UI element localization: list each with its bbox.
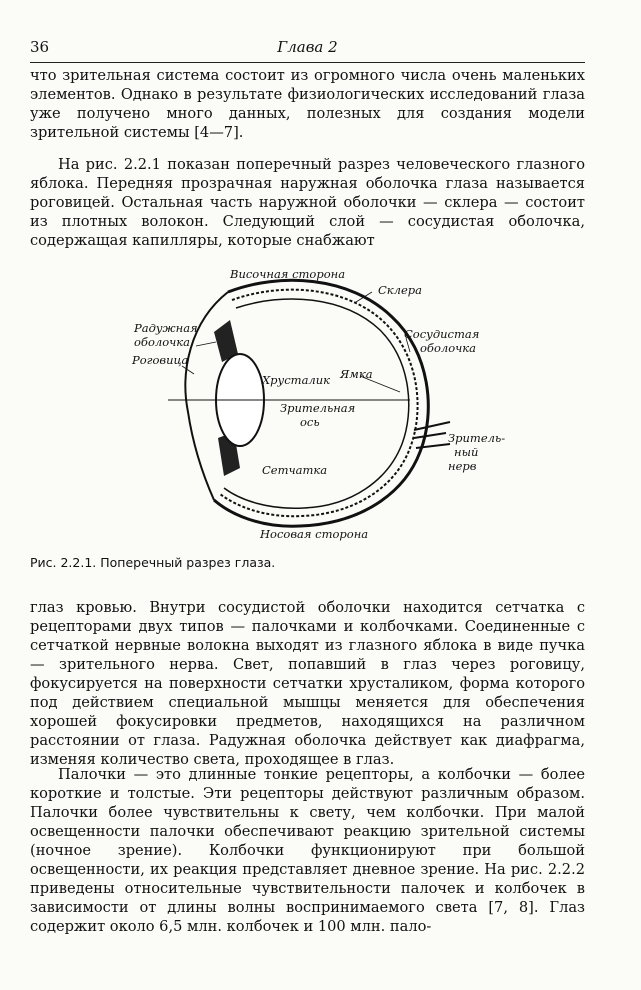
paragraph-3: глаз кровью. Внутри сосудистой оболочки находится сетчатка с рецепторами двух типов — палочками и колбочками. Соединенные с сетчаткой нервные волокна выходят из глазного яблока в виде пучка — зрительного нерва. Свет, попавший в глаз через роговицу, фокусируется на поверхности сетчатки хрусталиком, форма которого под действием специальной мышцы меняется для обеспечения хорошей фокусировки предметов, находящихся на различном расстоянии от глаза. Радужная оболочка действует как диафрагма, изменяя количество света, проходящее в глаз. — [30, 599, 585, 768]
label-choroid-1: Сосудистая — [404, 327, 480, 341]
label-fovea: Ямка — [340, 367, 373, 381]
figure-caption: Рис. 2.2.1. Поперечный разрез глаза. — [30, 555, 276, 570]
paragraph-4: Палочки — это длинные тонкие рецепторы, а колбочки — более короткие и толстые. Эти рецепторы действуют различным образом. Палочки более чувствительны к свету, чем колбочки. При малой освещенности палочки обеспечивают реакцию зрительной системы (ночное зрение). Колбочки функционируют при большой освещенности, их реакция представляет дневное зрение. На рис. 2.2.2 приведены относительные чувствительности палочек и колбочек в зависимости от длины волны воспринимаемого света [7, 8]. Глаз содержит около 6,5 млн. колбочек и 100 млн. пало- — [30, 766, 585, 935]
label-nerve-2: ный — [454, 445, 479, 459]
label-iris-2: оболочка — [134, 335, 190, 349]
label-axis-2: ось — [300, 415, 320, 429]
label-axis-1: Зрительная — [280, 401, 356, 415]
label-lens: Хрусталик — [262, 373, 331, 387]
eye-cross-section-figure — [110, 262, 530, 544]
paragraph-1: что зрительная система состоит из огромного числа очень маленьких элементов. Однако в результате физиологических исследований глаза уже получено много данных, полезных для создания модели зрительной системы [4—7]. — [30, 67, 585, 141]
label-retina: Сетчатка — [262, 463, 328, 477]
label-iris-1: Радужная — [134, 321, 198, 335]
label-cornea: Роговица — [132, 353, 189, 367]
label-nasal: Носовая сторона — [260, 527, 369, 541]
page-header — [30, 38, 585, 62]
label-nerve-3: нерв — [448, 459, 477, 473]
header-rule — [30, 62, 585, 63]
label-choroid-2: оболочка — [420, 341, 476, 355]
label-sclera: Склера — [378, 283, 423, 297]
eye-diagram — [110, 262, 530, 544]
running-title: Глава 2 — [277, 38, 338, 56]
paragraph-2: На рис. 2.2.1 показан поперечный разрез человеческого глазного яблока. Передняя прозрачная наружная оболочка глаза называется роговицей. Остальная часть наружной оболочки — склера — состоит из плотных волокон. Следующий слой — сосудистая оболочка, содержащая капилляры, которые снабжают — [30, 156, 585, 249]
page-number: 36 — [30, 38, 50, 56]
label-nerve-1: Зритель- — [448, 431, 506, 445]
optic-nerve — [414, 422, 450, 448]
label-temporal: Височная сторона — [230, 267, 346, 281]
